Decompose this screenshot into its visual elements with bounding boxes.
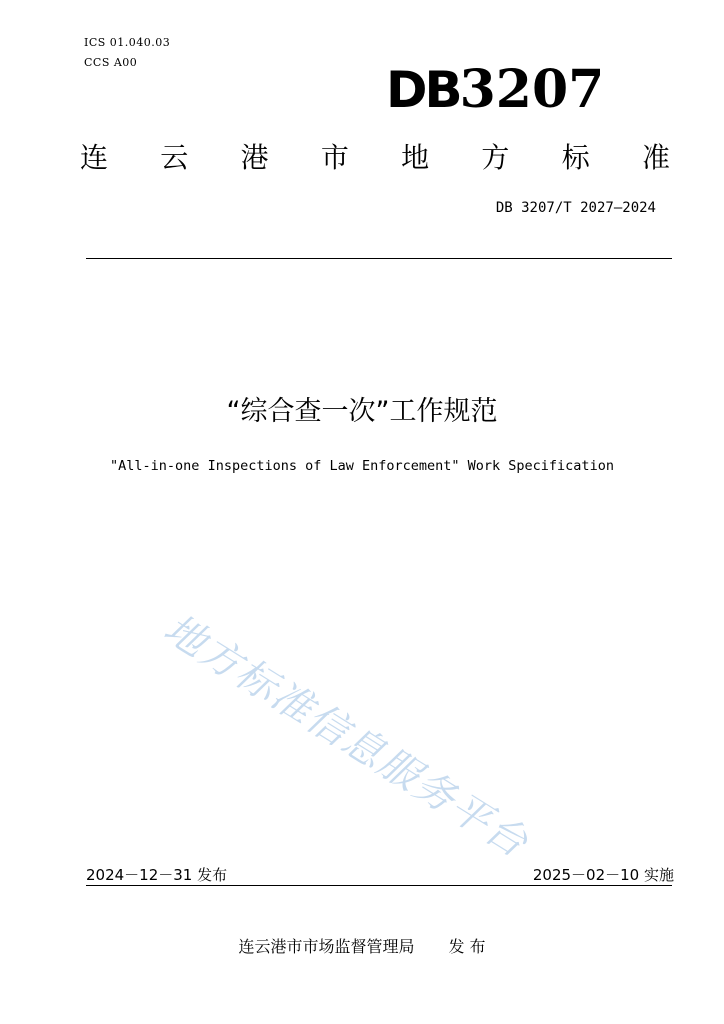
heading-char: 标 [561,141,590,174]
db-logo-number: 3207 [459,59,605,120]
top-divider [86,258,672,259]
heading-char: 连 [80,141,109,174]
document-title-en: "All-in-one Inspections of Law Enforcement" Work Specification [110,458,614,474]
heading-char: 地 [401,141,430,174]
implementation-date: 2025－02－10 实施 [532,866,674,884]
issuer-name: 连云港市市场监督管理局 [238,937,415,956]
db-logo-letters: DB [386,61,460,119]
heading-char: 方 [481,141,510,174]
ccs-code: CCS A00 [84,56,138,69]
db-logo [386,59,605,120]
issuer-line [0,934,724,957]
release-date: 2024－12－31 发布 [86,866,228,884]
document-title-cn: “综合查一次”工作规范 [226,396,498,427]
issue-label: 发 布 [448,937,486,956]
heading-char: 云 [160,141,189,174]
bottom-divider [86,885,672,886]
standard-category-heading [80,138,670,178]
ics-code: ICS 01.040.03 [84,36,171,49]
heading-char: 市 [320,141,349,174]
watermark: 地方标准信息服务平台 [155,605,537,868]
heading-char: 港 [240,141,269,174]
standard-code: DB 3207/T 2027—2024 [495,200,656,216]
heading-char: 准 [641,141,670,174]
